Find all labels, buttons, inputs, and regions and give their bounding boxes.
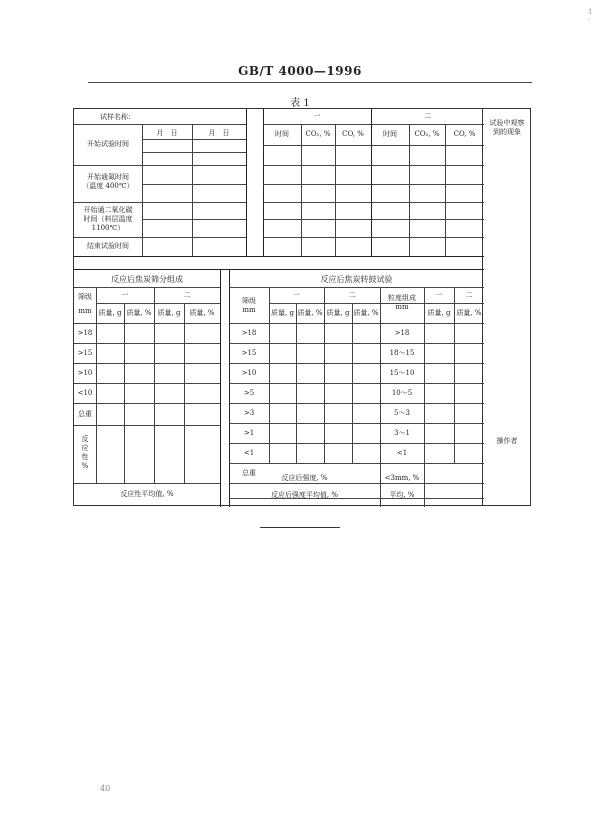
br-group-1: 一 [293, 291, 300, 299]
br-strength-average: 反应后强度平均值, % [270, 491, 339, 499]
page-number: 40 [100, 784, 111, 793]
observations-label: 试验中观察 到的现象 [489, 119, 525, 136]
end-rule [260, 527, 340, 528]
header-rule [88, 82, 532, 83]
br-col-2: 质量, % [297, 309, 323, 317]
bl-col-mass-pct-2: 质量, % [189, 309, 215, 317]
br-row-gt18: >18 [241, 329, 257, 337]
form-table [73, 108, 483, 506]
bl-unit-label: mm [78, 307, 92, 315]
col-co-1: CO, % [342, 130, 364, 138]
bl-row-lt10: <10 [77, 389, 93, 397]
br-average-pct: 平均, % [389, 491, 415, 499]
row-start-time: 开始试验时间 [87, 140, 129, 148]
sieve-composition-title: 反应后焦炭筛分组成 [111, 275, 183, 284]
row-co2-time: 开始通二氧化碳 时间（料层温度 1100℃） [83, 206, 133, 232]
br-col-5: 质量, g [427, 309, 451, 317]
bl-row-total: 总重 [78, 410, 92, 418]
br-row-gt5: >5 [243, 389, 255, 397]
bl-row-gt15: >15 [77, 349, 93, 357]
br-row-gt3: >3 [243, 409, 255, 417]
br-col-4: 质量, % [353, 309, 379, 317]
observation-column [483, 108, 531, 506]
br-group-2b: 二 [465, 291, 473, 299]
bl-row-gt10: >10 [77, 369, 93, 377]
br-col-6: 质量, % [456, 309, 482, 317]
table-caption: 表 1 [290, 98, 310, 109]
bl-reactivity-average: 反应性平均值, % [120, 490, 174, 498]
br-grain-15-10: 15～10 [389, 369, 415, 377]
br-grain-3-1: 3～1 [394, 429, 410, 437]
br-grain-lt1: <1 [396, 449, 408, 457]
br-strength-label: 反应后强度, % [281, 474, 328, 482]
top-group-2: 二 [424, 112, 431, 120]
bl-reactivity: 反 应 性 % [81, 435, 89, 470]
operator-label: 操作者 [496, 437, 518, 445]
br-group-2: 二 [348, 291, 356, 299]
br-row-lt1: <1 [243, 449, 255, 457]
bl-col-mass-g-2: 质量, g [157, 309, 181, 317]
top-group-1: 一 [313, 112, 321, 120]
br-row-gt10: >10 [241, 369, 257, 377]
bl-sieve-label: 筛级 [78, 293, 92, 301]
br-col-1: 质量, g [271, 309, 294, 317]
bl-group-1: 一 [121, 291, 129, 299]
col-co2-1: CO₂, % [305, 130, 331, 138]
col-co-2: CO, % [453, 130, 476, 138]
row-end-time: 结束试验时间 [87, 242, 129, 250]
br-row-gt1: >1 [243, 429, 255, 437]
br-grain-10-5: 10～5 [391, 389, 413, 397]
br-group-1b: 一 [435, 291, 443, 299]
col-time-1: 时间 [275, 130, 289, 138]
br-grain-gt18: >18 [394, 329, 410, 337]
br-row-total: 总重 [242, 469, 256, 477]
drum-test-title: 反应后焦炭转鼓试验 [320, 275, 393, 284]
col-co2-2: CO₂, % [414, 130, 440, 138]
corner-marks: 1 · [588, 8, 593, 24]
br-grain-18-15: 18～15 [389, 349, 415, 357]
br-grain-label: 粒度组成 mm [388, 294, 416, 311]
bl-group-2: 二 [183, 291, 191, 299]
br-strength-lt3mm: <3mm, % [384, 474, 420, 482]
date-col-2: 月 日 [208, 129, 230, 137]
br-col-3: 质量, g [326, 309, 350, 317]
br-grain-5-3: 5～3 [394, 409, 410, 417]
bl-col-mass-g-1: 质量, g [98, 309, 122, 317]
row-nitrogen-time: 开始通氮时间 （温度 400℃） [82, 173, 134, 190]
br-sieve-label: 筛级 mm [242, 297, 256, 314]
bl-col-mass-pct-1: 质量, % [126, 309, 152, 317]
date-col-1: 月 日 [156, 129, 178, 137]
bl-row-gt18: >18 [77, 329, 93, 337]
document-code: GB/T 4000—1996 [238, 64, 362, 78]
br-row-gt15: >15 [241, 349, 257, 357]
col-time-2: 时间 [383, 130, 397, 138]
sample-name-label: 试样名称： [100, 113, 135, 121]
